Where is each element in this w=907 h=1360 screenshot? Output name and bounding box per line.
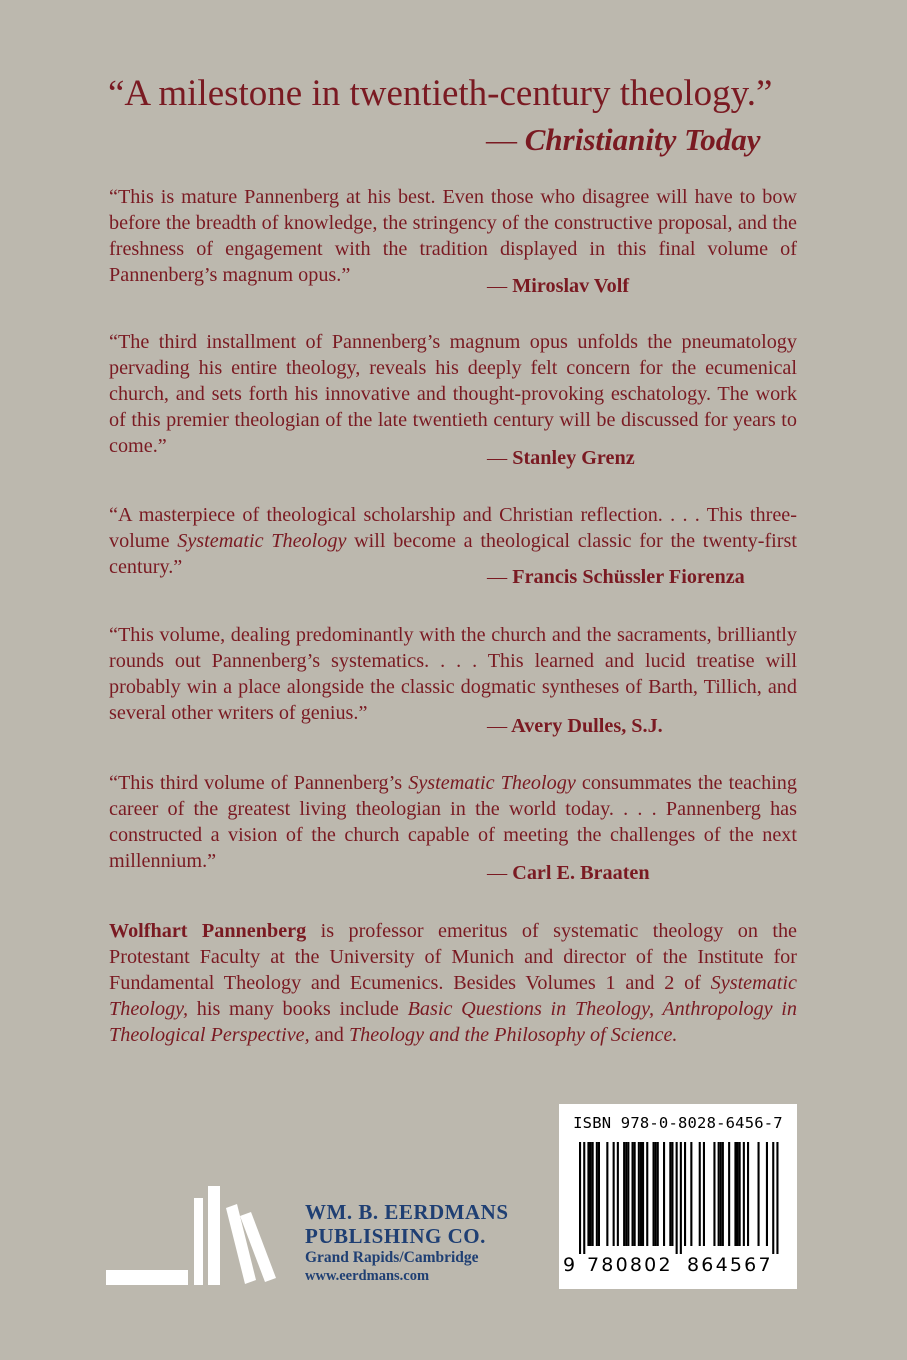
endorsement-author bbox=[487, 273, 629, 299]
dash: — bbox=[486, 122, 517, 157]
barcode-bar bbox=[776, 1142, 778, 1254]
isbn-barcode bbox=[559, 1104, 797, 1289]
barcode-bar bbox=[671, 1142, 673, 1246]
barcode-bar bbox=[587, 1142, 589, 1246]
dash: — bbox=[487, 447, 508, 469]
barcode-bar bbox=[590, 1142, 592, 1246]
author-name: Stanley Grenz bbox=[512, 447, 635, 469]
publisher-logo-icon bbox=[106, 1186, 286, 1286]
author-name: Miroslav Volf bbox=[512, 275, 630, 297]
publisher-name-line1: WM. B. EERDMANS bbox=[305, 1200, 509, 1224]
quote-title: Systematic Theology bbox=[177, 530, 347, 552]
barcode-bar bbox=[758, 1142, 760, 1246]
endorsement-author bbox=[487, 713, 663, 739]
barcode-bar bbox=[598, 1142, 600, 1246]
barcode-bar bbox=[596, 1142, 598, 1246]
endorsement-author bbox=[487, 445, 635, 471]
barcode-bar bbox=[713, 1142, 715, 1246]
barcode-bar bbox=[669, 1142, 671, 1246]
barcode-bar bbox=[772, 1142, 774, 1254]
barcode-bar bbox=[634, 1142, 636, 1246]
quote-title: Systematic Theology bbox=[408, 772, 576, 794]
quote-text: will become a theological classic for the twenty-first century.” bbox=[109, 530, 797, 578]
barcode-bar bbox=[592, 1142, 594, 1246]
barcode-bar bbox=[579, 1142, 581, 1254]
endorsement-quote: “This is mature Pannenberg at his best. Even those who disagree will have to bow before the breadth of knowledge, the stringency of the constructive proposal, and the freshness of engagement with the tradition displayed in this final volume of Pannenberg’s magnum opus.” bbox=[109, 186, 797, 286]
ean-left-group: 780802 bbox=[587, 1254, 673, 1276]
bio-title: Basic Questions in Theology, Anthropology in Theological Perspective, bbox=[109, 998, 797, 1046]
barcode-bar bbox=[642, 1142, 644, 1246]
headline-attribution bbox=[486, 120, 760, 160]
barcode-bar bbox=[737, 1142, 739, 1246]
barcode-bar bbox=[676, 1142, 678, 1254]
dash: — bbox=[487, 715, 508, 737]
bio-text: and bbox=[309, 1024, 349, 1046]
barcode-bar bbox=[690, 1142, 692, 1246]
barcode-bar bbox=[720, 1142, 722, 1246]
barcode-bar bbox=[718, 1142, 720, 1246]
publisher-block bbox=[305, 1200, 509, 1285]
dash: — bbox=[487, 566, 508, 588]
barcode-bar bbox=[606, 1142, 608, 1246]
quote-text: “This third volume of Pannenberg’s bbox=[109, 772, 409, 794]
bio-title: Theology and the Philosophy of Science. bbox=[348, 1024, 678, 1046]
barcode-bar bbox=[653, 1142, 655, 1246]
barcode-bar bbox=[766, 1142, 768, 1246]
barcode-bar bbox=[728, 1142, 730, 1246]
isbn-number: ISBN 978-0-8028-6456-7 bbox=[573, 1114, 783, 1132]
headline-quote: “A milestone in twentieth-century theology.” bbox=[108, 73, 773, 114]
barcode-bar bbox=[747, 1142, 749, 1246]
publisher-website: www.eerdmans.com bbox=[305, 1268, 430, 1284]
barcode-bar bbox=[640, 1142, 642, 1246]
publisher-name-line2: PUBLISHING CO. bbox=[305, 1224, 486, 1248]
headline-source: Christianity Today bbox=[524, 122, 761, 157]
barcode-bar bbox=[632, 1142, 634, 1246]
barcode-bar bbox=[684, 1142, 686, 1246]
endorsement-quote: “This volume, dealing predominantly with the church and the sacraments, brilliantly rounds out Pannenberg’s systematics. . . . This learned and lucid treatise will probably win a place alongside the classic dogmatic syntheses of Barth, Tillich, and several other writers of genius.” bbox=[109, 624, 797, 724]
barcode-bar bbox=[617, 1142, 619, 1246]
barcode-bar bbox=[734, 1142, 736, 1246]
barcode-bar bbox=[583, 1142, 585, 1254]
quote-text: “A masterpiece of theological scholarship and Christian reflection. . . . This three-volume bbox=[109, 504, 797, 552]
barcode-bar bbox=[743, 1142, 745, 1246]
barcode-bar bbox=[613, 1142, 615, 1246]
barcode-bar bbox=[663, 1142, 665, 1246]
bio-text: is professor emeritus of systematic theology on the Protestant Faculty at the University of Munich and director of the Institute for Fundamental Theology and Ecumenics. Besides Volumes 1 and 2 of bbox=[109, 920, 797, 994]
endorsement-author bbox=[487, 860, 650, 886]
barcode-bar bbox=[699, 1142, 701, 1246]
bio-title: Systematic Theology, bbox=[109, 972, 797, 1020]
barcode-bar bbox=[623, 1142, 625, 1246]
endorsement-quote bbox=[109, 770, 797, 874]
endorsement-author bbox=[487, 564, 745, 590]
author-name: Avery Dulles, S.J. bbox=[511, 715, 663, 737]
author-name: Francis Schüssler Fiorenza bbox=[512, 566, 745, 588]
ean-first-digit: 9 bbox=[563, 1254, 576, 1276]
bio-name: Wolfhart Pannenberg bbox=[109, 920, 307, 942]
author-bio bbox=[109, 918, 797, 1048]
barcode-bar bbox=[638, 1142, 640, 1246]
ean-right-group: 864567 bbox=[687, 1254, 773, 1276]
barcode-bar bbox=[703, 1142, 705, 1246]
barcode-bar bbox=[655, 1142, 657, 1246]
quote-text: consummates the teaching career of the greatest living theologian in the world today. . . . Pannenberg has constructed a vision of the church capable of meeting the challenges of the next millennium.” bbox=[109, 772, 797, 872]
barcode-bars bbox=[571, 1142, 785, 1254]
barcode-bar bbox=[722, 1142, 724, 1246]
dash: — bbox=[487, 862, 508, 884]
dash: — bbox=[487, 275, 508, 297]
barcode-bar bbox=[625, 1142, 627, 1246]
bio-text: his many books include bbox=[188, 998, 408, 1020]
endorsement-quote: “The third installment of Pannenberg’s magnum opus unfolds the pneumatology pervading his entire theology, reveals his deeply felt concern for the ecumenical church, and sets forth his innovative and thought-provoking eschatology. The work of this premier theologian of the late twentieth century will be discussed for years to come.” bbox=[109, 331, 797, 457]
barcode-bar bbox=[627, 1142, 629, 1246]
publisher-location: Grand Rapids/Cambridge bbox=[305, 1249, 479, 1266]
barcode-bar bbox=[657, 1142, 659, 1246]
barcode-bar bbox=[739, 1142, 741, 1246]
barcode-bar bbox=[646, 1142, 648, 1246]
barcode-bar bbox=[680, 1142, 682, 1254]
author-name: Carl E. Braaten bbox=[512, 862, 650, 884]
